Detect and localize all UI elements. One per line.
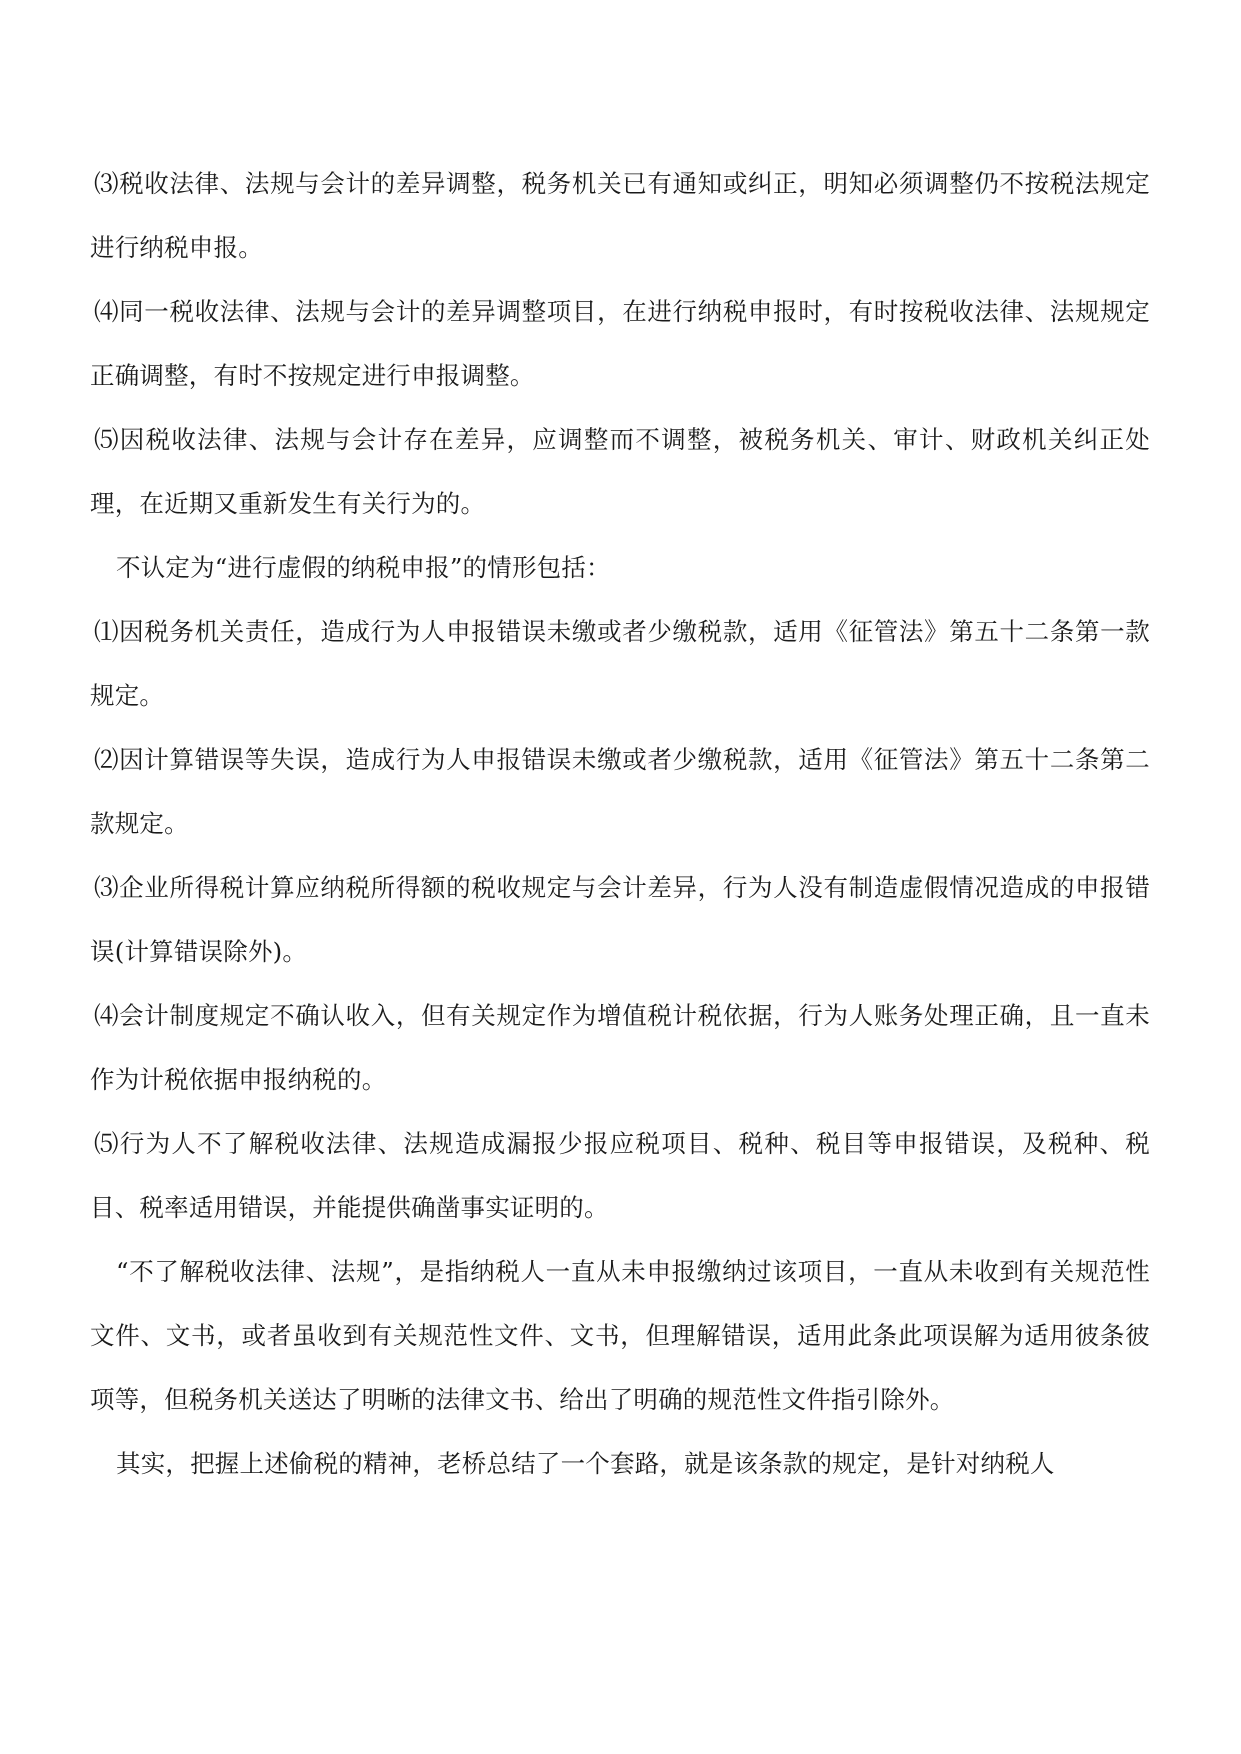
paragraph-item-5-repeat-behavior: ⑸因税收法律、法规与会计存在差异，应调整而不调整，被税务机关、审计、财政机关纠正处理，在近期又重新发生有关行为的。 bbox=[90, 425, 1150, 518]
document-body bbox=[90, 152, 1150, 1496]
paragraph-item-4-vat-basis: ⑷会计制度规定不确认收入，但有关规定作为增值税计税依据，行为人账务处理正确，且一直未作为计税依据申报纳税的。 bbox=[90, 1001, 1150, 1094]
paragraph-item-3-adjustment-notice: ⑶税收法律、法规与会计的差异调整，税务机关已有通知或纠正，明知必须调整仍不按税法规定进行纳税申报。 bbox=[90, 169, 1150, 262]
paragraph-definition-unaware: “不了解税收法律、法规”，是指纳税人一直从未申报缴纳过该项目，一直从未收到有关规范性文件、文书，或者虽收到有关规范性文件、文书，但理解错误，适用此条此项误解为适用彼条彼项等，但税务机关送达了明晰的法律文书、给出了明确的规范性文件指引除外。 bbox=[90, 1257, 1150, 1414]
paragraph-item-1-tax-authority-fault: ⑴因税务机关责任，造成行为人申报错误未缴或者少缴税款，适用《征管法》第五十二条第一款规定。 bbox=[90, 617, 1150, 710]
paragraph-not-false-declaration-heading: 不认定为“进行虚假的纳税申报”的情形包括： bbox=[116, 553, 611, 582]
paragraph-summary: 其实，把握上述偷税的精神，老桥总结了一个套路，就是该条款的规定，是针对纳税人 bbox=[116, 1449, 1055, 1478]
paragraph-item-4-inconsistent-adjustment: ⑷同一税收法律、法规与会计的差异调整项目，在进行纳税申报时，有时按税收法律、法规规定正确调整，有时不按规定进行申报调整。 bbox=[90, 297, 1150, 390]
paragraph-item-5-unaware-of-law: ⑸行为人不了解税收法律、法规造成漏报少报应税项目、税种、税目等申报错误，及税种、税目、税率适用错误，并能提供确凿事实证明的。 bbox=[90, 1129, 1150, 1222]
paragraph-item-2-calculation-error: ⑵因计算错误等失误，造成行为人申报错误未缴或者少缴税款，适用《征管法》第五十二条第二款规定。 bbox=[90, 745, 1150, 838]
paragraph-item-3-income-tax-difference: ⑶企业所得税计算应纳税所得额的税收规定与会计差异，行为人没有制造虚假情况造成的申报错误(计算错误除外)。 bbox=[90, 873, 1150, 966]
